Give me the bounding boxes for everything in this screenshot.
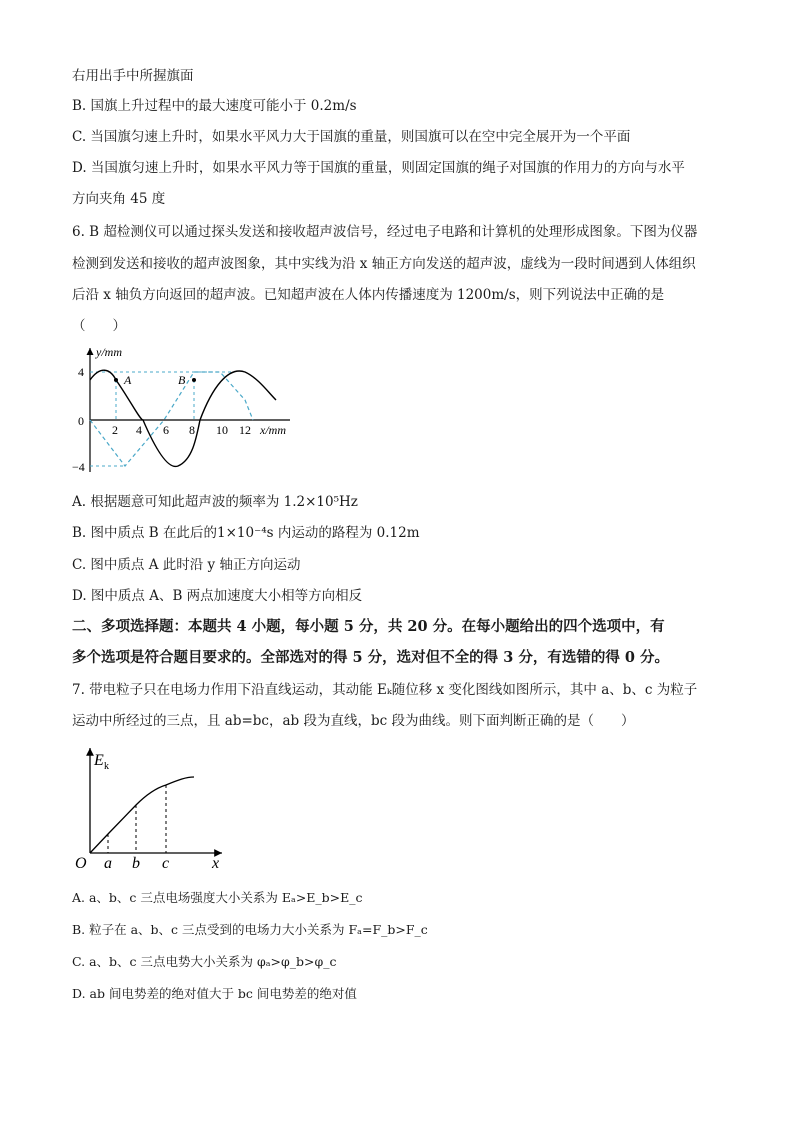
q6-option-d: D. 图中质点 A、B 两点加速度大小相等方向相反 xyxy=(72,588,363,604)
q7-option-c: C. a、b、c 三点电势大小关系为 φₐ>φ_b>φ_c xyxy=(72,954,337,969)
q6-point-b xyxy=(192,378,196,382)
q6-label-b: B xyxy=(178,373,186,387)
q7-y-label-sub: k xyxy=(104,761,109,772)
q5-tail: 右用出手中所握旗面 xyxy=(72,68,194,84)
q6-option-c: C. 图中质点 A 此时沿 y 轴正方向运动 xyxy=(72,557,301,573)
q7-option-b: B. 粒子在 a、b、c 三点受到的电场力大小关系为 Fₐ=F_b>F_c xyxy=(72,922,428,937)
q6-y-tick-neg4: −4 xyxy=(72,460,85,474)
q6-stem-line1: 6. B 超检测仪可以通过探头发送和接收超声波信号，经过电子电路和计算机的处理形成图象。下图为仪器 xyxy=(72,224,698,240)
q5-option-b: B. 国旗上升过程中的最大速度可能小于 0.2m/s xyxy=(72,98,357,114)
q7-ek-curve xyxy=(90,777,194,853)
q6-y-label: y/mm xyxy=(96,345,122,359)
q7-mark-c: c xyxy=(162,855,170,872)
q7-option-a: A. a、b、c 三点电场强度大小关系为 Eₐ>E_b>E_c xyxy=(72,890,363,905)
q7-mark-b: b xyxy=(132,855,140,872)
q6-label-a: A xyxy=(124,373,132,387)
q6-point-a xyxy=(114,378,118,382)
q6-option-b: B. 图中质点 B 在此后的1×10⁻⁴s 内运动的路程为 0.12m xyxy=(72,525,420,541)
q5-option-d-line1: D. 当国旗匀速上升时，如果水平风力等于国旗的重量，则固定国旗的绳子对国旗的作用力的方向与水平 xyxy=(72,160,685,176)
q7-origin-label: O xyxy=(75,855,87,872)
q6-x-label: x/mm xyxy=(260,423,286,437)
q7-x-label: x xyxy=(212,855,220,872)
q7-option-d: D. ab 间电势差的绝对值大于 bc 间电势差的绝对值 xyxy=(72,986,357,1001)
q6-option-a: A. 根据题意可知此超声波的频率为 1.2×10⁵Hz xyxy=(72,494,358,510)
q6-x-tick-2: 2 xyxy=(112,423,118,437)
q6-x-tick-8: 8 xyxy=(189,423,195,437)
q6-stem-line3: 后沿 x 轴负方向返回的超声波。已知超声波在人体内传播速度为 1200m/s，则下列说法中正确的是 xyxy=(72,287,665,303)
q7-y-label: E xyxy=(94,752,104,769)
q6-x-tick-6: 6 xyxy=(163,423,169,437)
q6-wave-figure xyxy=(72,342,312,478)
q5-option-d-line2: 方向夹角 45 度 xyxy=(72,191,166,207)
q7-mark-a: a xyxy=(104,855,112,872)
q5-option-c: C. 当国旗匀速上升时，如果水平风力大于国旗的重量，则国旗可以在空中完全展开为一个平面 xyxy=(72,129,631,145)
q6-stem-line2: 检测到发送和接收的超声波图象，其中实线为沿 x 轴正方向发送的超声波，虚线为一段时间遇到人体组织 xyxy=(72,256,696,272)
q6-y-tick-0: 0 xyxy=(78,414,84,428)
q7-stem-line2: 运动中所经过的三点，且 ab=bc，ab 段为直线，bc 段为曲线。则下面判断正确的是（ ） xyxy=(72,713,635,729)
q6-x-tick-4: 4 xyxy=(136,423,142,437)
q7-stem-line1: 7. 带电粒子只在电场力作用下沿直线运动，其动能 Eₖ随位移 x 变化图线如图所示，其中 a、b、c 为粒子 xyxy=(72,682,698,698)
q6-reflected-wave xyxy=(90,372,253,466)
section2-heading-line1: 二、多项选择题：本题共 4 小题，每小题 5 分，共 20 分。在每小题给出的四个选项中，有 xyxy=(72,618,665,635)
section2-heading-line2: 多个选项是符合题目要求的。全部选对的得 5 分，选对但不全的得 3 分，有选错的得 0 分。 xyxy=(72,649,670,666)
q6-y-tick-4: 4 xyxy=(78,365,84,379)
q7-ek-figure xyxy=(72,742,232,874)
q6-answer-paren: （ ） xyxy=(72,318,126,334)
q6-x-tick-12: 12 xyxy=(239,423,251,437)
q6-x-tick-10: 10 xyxy=(216,423,228,437)
